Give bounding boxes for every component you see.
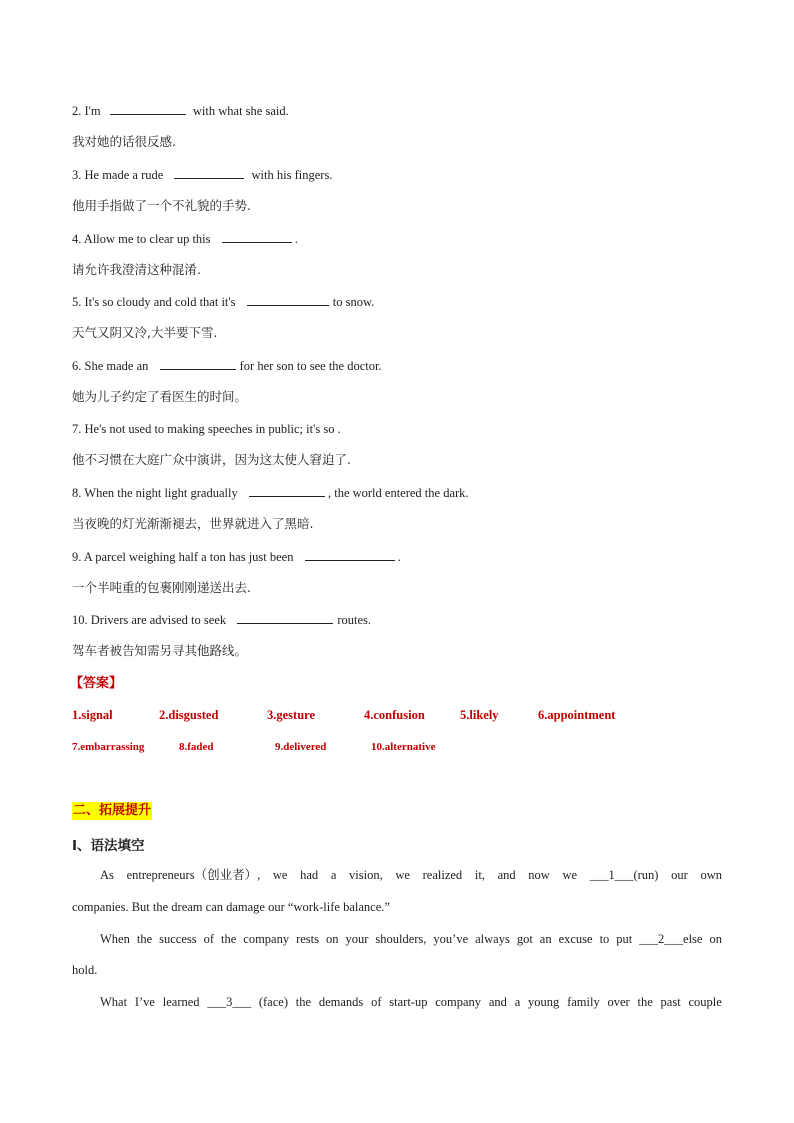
answer-item: 8.faded <box>179 741 214 753</box>
item-text-after: for her son to see the doctor. <box>239 359 382 373</box>
word: a <box>330 868 337 882</box>
word: company <box>243 932 290 946</box>
word: couple <box>688 995 722 1009</box>
exercise-item-8 <box>72 485 469 501</box>
word: family <box>567 995 600 1009</box>
item-text-before: 10. Drivers are advised to seek <box>72 613 227 627</box>
exercise-item-9 <box>72 549 401 565</box>
exercise-item-10 <box>72 612 371 628</box>
answer-blank[interactable] <box>237 612 333 624</box>
word: on <box>709 932 722 946</box>
item-text-before: 5. It's so cloudy and cold that it's <box>72 295 236 309</box>
translation-8: 当夜晚的灯光渐渐褪去，世界就进入了黑暗. <box>72 516 314 531</box>
word: you’ve <box>433 932 469 946</box>
word: a <box>514 995 521 1009</box>
item-text-before: 7. He's not used to making speeches in public; it's so . <box>72 422 341 436</box>
word: realized <box>422 868 463 882</box>
word: young <box>528 995 560 1009</box>
item-text-after: , the world entered the dark. <box>327 486 469 500</box>
item-text-after: . <box>294 232 298 246</box>
word: shoulders, <box>375 932 427 946</box>
answer-item: 9.delivered <box>275 741 327 753</box>
word: When <box>100 932 130 946</box>
word: the <box>136 932 153 946</box>
word: ___2___else <box>639 932 703 946</box>
passage-line: hold. <box>72 963 98 977</box>
item-text-before: 8. When the night light gradually <box>72 486 238 500</box>
item-text-before: 4. Allow me to clear up this <box>72 232 211 246</box>
answer-blank[interactable] <box>160 358 236 370</box>
item-text-before: 2. I'm <box>72 104 101 118</box>
word: put <box>616 932 633 946</box>
word: the <box>221 932 237 946</box>
word: an <box>539 932 552 946</box>
item-text-after: with his fingers. <box>251 168 333 182</box>
word: your <box>345 932 369 946</box>
answer-item: 4.confusion <box>364 708 425 722</box>
translation-10: 驾车者被告知需另寻其他路线。 <box>72 643 248 658</box>
word: I’ve <box>134 995 155 1009</box>
answer-item: 10.alternative <box>371 741 436 753</box>
passage-line: companies. But the dream can damage our “work-life balance.” <box>72 900 390 914</box>
word: company <box>435 995 482 1009</box>
item-text-before: 3. He made a rude <box>72 168 164 182</box>
word: the <box>637 995 653 1009</box>
word: got <box>516 932 533 946</box>
answer-item: 3.gesture <box>267 708 316 722</box>
word: of <box>203 932 215 946</box>
translation-2: 我对她的话很反感. <box>72 134 176 149</box>
answer-heading: 【答案】 <box>70 676 123 691</box>
section-heading: 二、拓展提升 <box>73 803 152 818</box>
translation-3: 他用手指做了一个不礼貌的手势. <box>72 198 251 213</box>
answer-blank[interactable] <box>305 549 395 561</box>
item-text-after: routes. <box>337 613 372 627</box>
item-text-after: to snow. <box>332 295 375 309</box>
word: we <box>272 868 288 882</box>
word: past <box>660 995 681 1009</box>
passage-line <box>100 867 722 883</box>
word: (face) <box>258 995 288 1009</box>
word: over <box>607 995 630 1009</box>
answer-blank[interactable] <box>247 294 329 306</box>
word: entrepreneurs（创业者）, <box>126 868 261 882</box>
word: always <box>475 932 510 946</box>
translation-5: 天气又阴又冷,大半要下雪. <box>72 325 218 340</box>
exercise-item-4 <box>72 231 298 247</box>
subsection-heading: I、语法填空 <box>72 838 145 854</box>
item-text-after: . <box>397 550 401 564</box>
word: success <box>159 932 197 946</box>
word: As <box>100 868 114 882</box>
answer-blank[interactable] <box>174 167 244 179</box>
exercise-item-5 <box>72 294 374 310</box>
word: the <box>295 995 312 1009</box>
answer-item: 1.signal <box>72 708 113 722</box>
exercise-item-3 <box>72 167 332 183</box>
word: excuse <box>558 932 593 946</box>
word: it, <box>474 868 485 882</box>
word: demands <box>318 995 364 1009</box>
exercise-item-2 <box>72 103 289 119</box>
word: we <box>395 868 410 882</box>
word: ___1___(run) <box>589 868 659 882</box>
word: to <box>599 932 610 946</box>
translation-9: 一个半吨重的包裹刚刚递送出去. <box>72 580 251 595</box>
word: vision, <box>349 868 383 882</box>
passage-line <box>100 994 722 1010</box>
word: learned <box>162 995 200 1009</box>
word: we <box>562 868 578 882</box>
item-text-after: with what she said. <box>192 104 289 118</box>
word: What <box>100 995 128 1009</box>
word: own <box>700 868 722 882</box>
word: our <box>671 868 688 882</box>
answer-item: 7.embarrassing <box>72 741 145 753</box>
exercise-item-6 <box>72 358 382 374</box>
exercise-item-7 <box>72 421 341 437</box>
translation-4: 请允许我澄清这种混淆. <box>72 262 201 277</box>
translation-6: 她为儿子约定了看医生的时间。 <box>72 389 248 404</box>
word: rests <box>296 932 319 946</box>
answer-item: 5.likely <box>460 708 499 722</box>
word: start-up <box>389 995 428 1009</box>
answer-item: 6.appointment <box>538 708 616 722</box>
item-text-before: 9. A parcel weighing half a ton has just been <box>72 550 294 564</box>
word: had <box>300 868 319 882</box>
answer-blank[interactable] <box>222 231 292 243</box>
word: of <box>371 995 382 1009</box>
item-text-before: 6. She made an <box>72 359 149 373</box>
answer-blank[interactable] <box>110 103 186 115</box>
word: ___3___ <box>207 995 252 1009</box>
passage-line <box>100 931 722 947</box>
translation-7: 他不习惯在大庭广众中演讲，因为这太使人窘迫了. <box>72 452 351 467</box>
word: and <box>488 995 507 1009</box>
word: now <box>528 868 550 882</box>
answer-item: 2.disgusted <box>159 708 219 722</box>
word: and <box>497 868 516 882</box>
answer-blank[interactable] <box>249 485 325 497</box>
word: on <box>325 932 339 946</box>
